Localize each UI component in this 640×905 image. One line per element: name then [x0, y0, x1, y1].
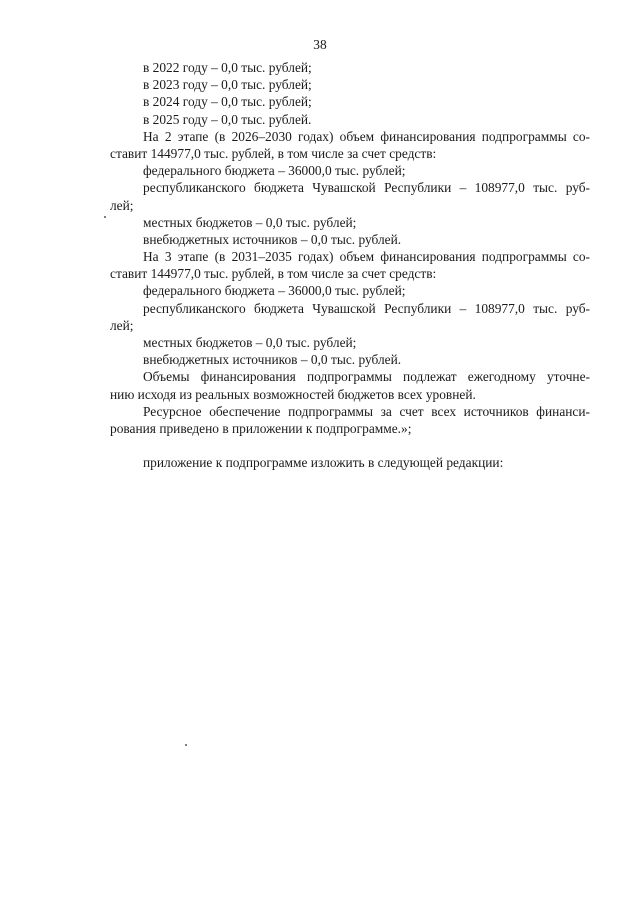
volumes-paragraph-line: Объемы финансирования подпрограммы подлежат ежегодному уточне-	[143, 369, 590, 385]
blank-line	[110, 437, 590, 454]
stage2-paragraph-line: На 2 этапе (в 2026–2030 годах) объем финансирования подпрограммы со-	[143, 128, 590, 144]
text-line: в 2023 году – 0,0 тыс. рублей;	[143, 77, 312, 93]
stage3-republic-line: республиканского бюджета Чувашской Республики – 108977,0 тыс. руб-	[143, 300, 590, 316]
stage2-local-line: местных бюджетов – 0,0 тыс. рублей;	[143, 214, 357, 230]
document-body	[110, 59, 590, 472]
scan-speck	[185, 744, 187, 746]
stage2-extra-line: внебюджетных источников – 0,0 тыс. рублей.	[143, 231, 402, 247]
stage3-republic-line: лей;	[110, 317, 134, 333]
stage2-republic-line: лей;	[110, 197, 134, 213]
stage3-local-line: местных бюджетов – 0,0 тыс. рублей;	[143, 335, 357, 350]
stage2-republic-line: республиканского бюджета Чувашской Республики – 108977,0 тыс. руб-	[143, 180, 590, 196]
stage2-paragraph-line: ставит 144977,0 тыс. рублей, в том числе за счет средств:	[110, 145, 437, 161]
resource-paragraph-line: Ресурсное обеспечение подпрограммы за счет всех источников финанси-	[143, 403, 590, 419]
stage3-paragraph-line: На 3 этапе (в 2031–2035 годах) объем финансирования подпрограммы со-	[143, 249, 590, 265]
stage3-extra-line: внебюджетных источников – 0,0 тыс. рублей.	[143, 352, 402, 368]
text-line: в 2022 году – 0,0 тыс. рублей;	[143, 60, 312, 75]
stage2-federal-line: федерального бюджета – 36000,0 тыс. рублей;	[143, 163, 406, 179]
page-number: 38	[313, 37, 327, 52]
appendix-line: приложение к подпрограмме изложить в следующей редакции:	[143, 455, 504, 471]
scan-speck	[104, 216, 106, 218]
resource-paragraph-line: рования приведено в приложении к подпрограмме.»;	[110, 420, 412, 436]
stage3-federal-line: федерального бюджета – 36000,0 тыс. рублей;	[143, 283, 406, 299]
text-line: в 2025 году – 0,0 тыс. рублей.	[143, 111, 312, 127]
volumes-paragraph-line: нию исходя из реальных возможностей бюджетов всех уровней.	[110, 386, 476, 402]
stage3-paragraph-line: ставит 144977,0 тыс. рублей, в том числе за счет средств:	[110, 266, 437, 282]
text-line: в 2024 году – 0,0 тыс. рублей;	[143, 94, 312, 110]
